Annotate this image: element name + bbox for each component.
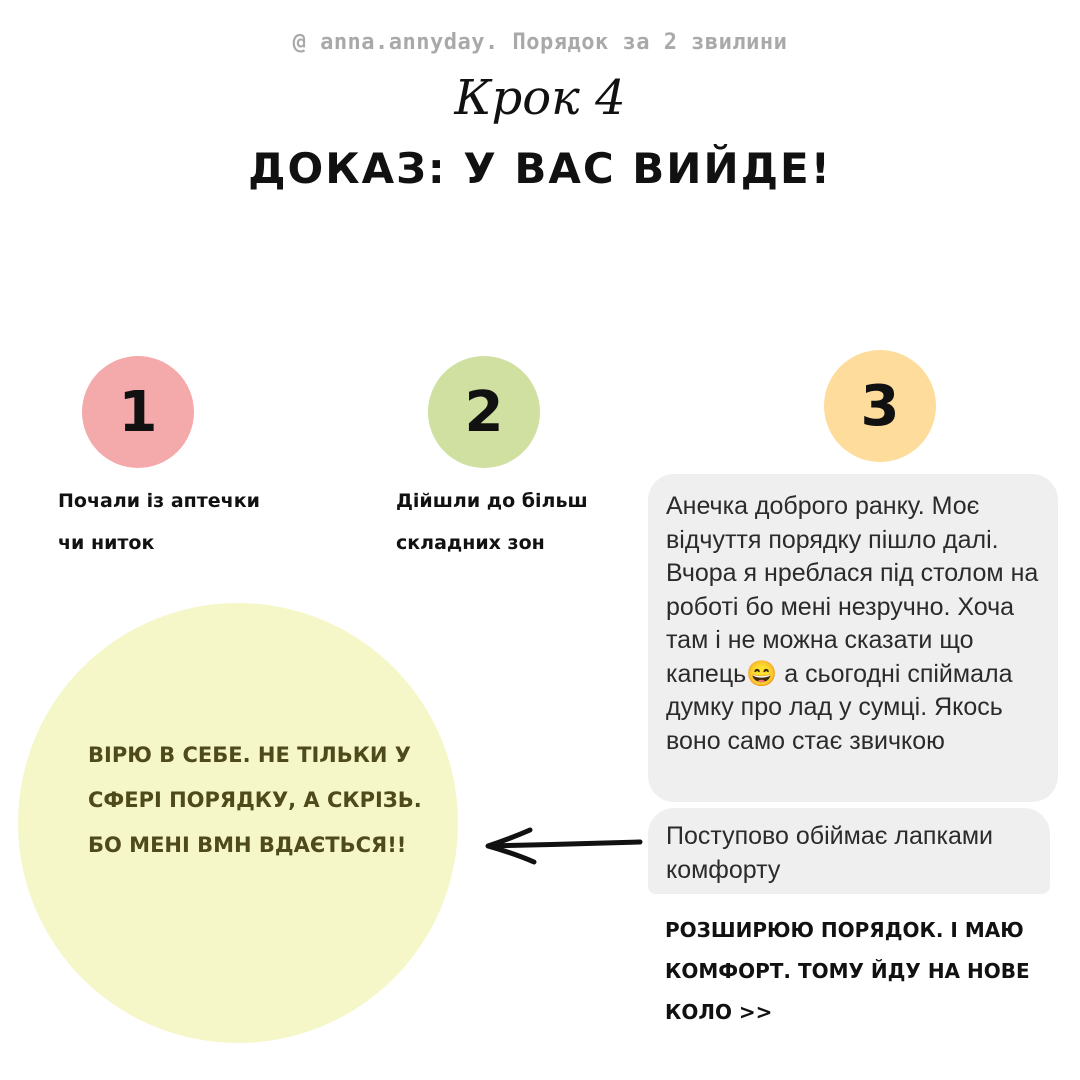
step-2-caption-line1: Дійшли до більш	[396, 490, 588, 512]
step-1-caption	[58, 480, 318, 564]
belief-text: ВІРЮ В СЕБЕ. НЕ ТІЛЬКИ У СФЕРІ ПОРЯДКУ, А СКРІЗЬ. БО МЕНІ ВМН ВДАЄТЬСЯ!!	[88, 743, 422, 857]
chat-message-2-text: Поступово обіймає лапками комфорту	[666, 822, 994, 884]
step-1-circle	[82, 356, 194, 468]
step-label: Крок 4	[454, 70, 626, 126]
chat-message-1	[648, 474, 1058, 802]
left-arrow-icon	[478, 822, 648, 868]
conclusion-text: РОЗШИРЮЮ ПОРЯДОК. І МАЮ КОМФОРТ. ТОМУ ЙДУ НА НОВЕ КОЛО >>	[665, 918, 1030, 1024]
step-2-circle	[428, 356, 540, 468]
step-1-caption-line2: чи ниток	[58, 532, 155, 554]
chat-message-1-text: Анечка доброго ранку. Моє відчуття порядку пішло далі. Вчора я нреблася під столом на роботі бо мені незручно. Хоча там і не можна сказати що капець😄 а сьогодні спіймала думку про лад у сумці. Якось воно само стає звичкою	[666, 492, 1039, 755]
step-2-number: 2	[464, 379, 504, 445]
step-2-caption	[396, 480, 636, 564]
step-2-caption-line2: складних зон	[396, 532, 545, 554]
step-1-number: 1	[118, 379, 158, 445]
step-3-circle	[824, 350, 936, 462]
step-3-number: 3	[860, 373, 900, 439]
chat-message-2	[648, 808, 1050, 894]
step-1-caption-line1: Почали із аптечки	[58, 490, 260, 512]
page-title: ДОКАЗ: У ВАС ВИЙДЕ!	[248, 144, 832, 193]
author-handle: @ anna.annyday. Порядок за 2 звилини	[292, 30, 788, 55]
